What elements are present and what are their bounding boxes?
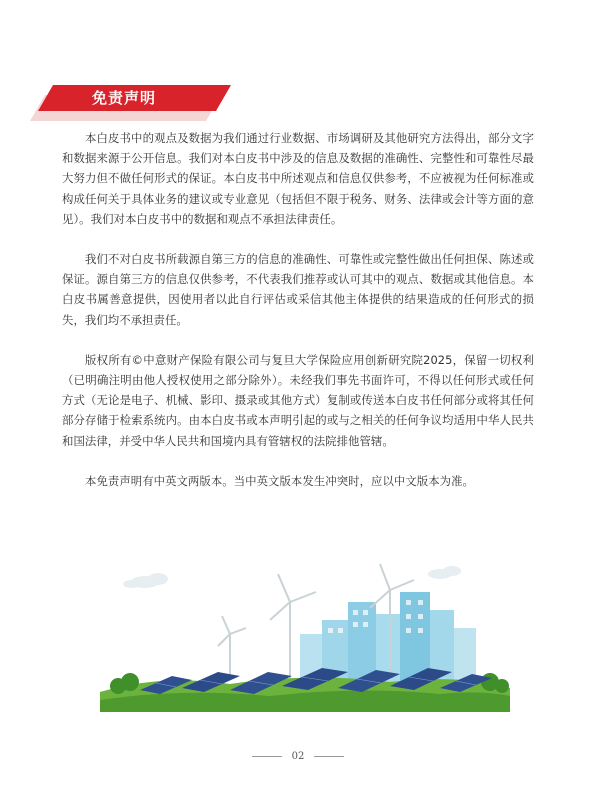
page-footer [0, 748, 596, 764]
section-title: 免责声明 [92, 89, 157, 107]
green-energy-illustration [100, 562, 510, 712]
page-number: 02 [291, 750, 305, 762]
paragraph-viewpoints: 本白皮书中的观点及数据为我们通过行业数据、市场调研及其他研究方法得出，部分文字和数据来源于公开信息。我们对本白皮书中涉及的信息及数据的准确性、完整性和可靠性尽最大努力但不做任何形式的保证。本白皮书中所述观点和信息仅供参考，不应被视为任何标准或构成任何关于具体业务的建议或专业意见（包括但不限于税务、财务、法律或会计等方面的意见）。我们对本白皮书中的数据和观点不承担法律责任。 [62, 131, 534, 226]
paragraph-copyright: 版权所有©中意财产保险有限公司与复旦大学保险应用创新研究院2025，保留一切权利（已明确注明由他人授权使用之部分除外）。未经我们事先书面许可，不得以任何形式或任何方式（无论是电子、机械、影印、摄录或其他方式）复制或传送本白皮书任何部分或将其任何部分存储于检索系统内。由本白皮书或本声明引起的或与之相关的任何争议均适用中华人民共和国法律，并受中华人民共和国境内具有管辖权的法院排他管辖。 [62, 352, 534, 448]
footer-rule-right [314, 756, 344, 757]
footer-rule-left [252, 756, 282, 757]
disclaimer-body [62, 128, 534, 511]
paragraph-language-version: 本免责声明有中英文两版本。当中英文版本发生冲突时，应以中文版本为准。 [85, 473, 474, 488]
city-buildings [300, 592, 476, 682]
paragraph-third-party: 我们不对白皮书所载源自第三方的信息的准确性、可靠性或完整性做出任何担保、陈述或保证。源自第三方的信息仅供参考，不代表我们推荐或认可其中的观点、数据或其他信息。本白皮书属善意提供，因使用者以此自行评估或采信其他主体提供的结果造成的任何形式的损失，我们均不承担责任。 [62, 252, 534, 327]
clouds [123, 566, 461, 588]
